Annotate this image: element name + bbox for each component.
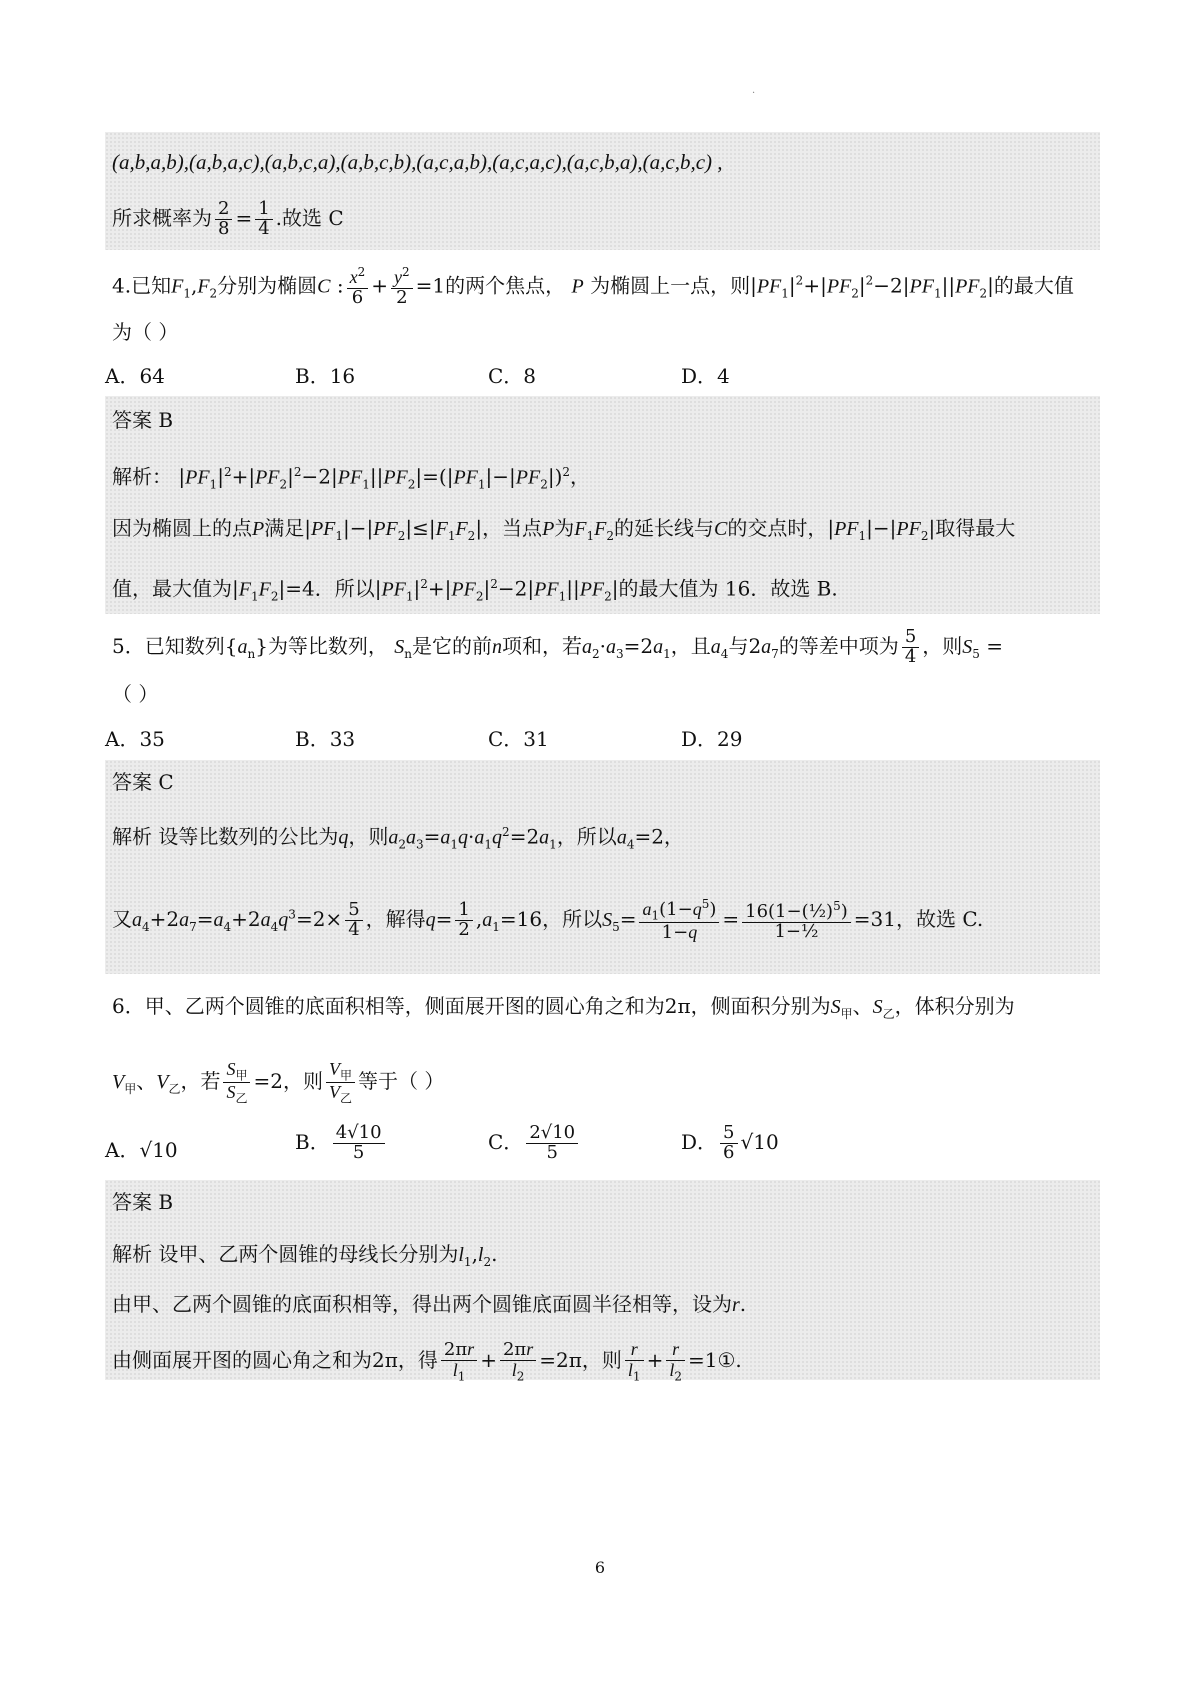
outcome-list: (a,b,a,b),(a,b,a,c),(a,b,c,a),(a,b,c,b),(a,c,a,b),(a,c,a,c),(a,c,b,a),(a,c,b,c) , bbox=[112, 150, 723, 174]
q4-analysis-2: 因为椭圆上的点P满足$|PF_1|-|PF_2|\le|F_1F_2|$，当点P为$F_1F_2$的延长线与C的交点时，$|PF_1|-|PF_2|$取得最大 bbox=[112, 516, 1016, 543]
probability-result: 所求概率为 $\frac{2}{8}$ = $\frac{1}{4}$ .故选 C bbox=[112, 198, 344, 239]
q6-answer: 答案 B bbox=[112, 1190, 174, 1214]
q6-option-d: D． $\frac{5}{6}$ √10 bbox=[681, 1122, 779, 1163]
q5-option-b: B．33 bbox=[295, 727, 356, 751]
q5-analysis-1: 解析 设等比数列的公比为q，则$a_2a_3=a_1q\cdot a_1q^2=2a_1$，所以$a_4=2$， bbox=[112, 824, 684, 852]
q4-analysis-1: 解析： $|PF_1|^2+|PF_2|^2-2|PF_1||PF_2|=(|PF_1|-|PF_2|)^2$， bbox=[112, 464, 591, 492]
q6-option-b: B． $\frac{4√10}{5}$ bbox=[295, 1124, 388, 1163]
q4-option-a: A．64 bbox=[105, 364, 165, 388]
question-5-stem-cont: （ ） bbox=[112, 682, 159, 706]
q4-answer: 答案 B bbox=[112, 408, 174, 432]
q5-analysis-2: 又$a_4+2a_7=a_4+2a_4q^3=2\times$ $\frac{5}{4}$ ，解得q= $\frac{1}{2}$ $,a_1=16$，所以$S_5=$ $\frac{a_1(1-q^5)}{1-q}$ = $\frac{16(1-(\frac{1}{2})^5)}{\text{1−½}}$ =31，故选 C. bbox=[112, 897, 984, 944]
q6-analysis-3: 由侧面展开图的圆心角之和为2π，得 $\frac{2\pi r}{l_1}$ + $\frac{2\pi r}{l_2}$ =2π，则 $\frac{r}{l_1}$ + $\frac{r}{l_2}$ =1①. bbox=[112, 1339, 742, 1384]
q5-answer: 答案 C bbox=[112, 770, 174, 794]
question-4-stem-cont: 为（ ） bbox=[112, 320, 179, 344]
q5-option-d: D．29 bbox=[681, 727, 743, 751]
question-5-stem: 5．已知数列$\{a_n\}$为等比数列， $S_n$是它的前n项和，若$a_2\cdot a_3=2a_1$，且$a_4$与$2a_7$的等差中项为 $\frac{5}{4}$ ，则$S_5$ = bbox=[112, 626, 1004, 667]
q6-analysis-2: 由甲、乙两个圆锥的底面积相等，得出两个圆锥底面圆半径相等，设为r. bbox=[112, 1292, 747, 1316]
question-6-stem-cont: $V_甲$、$V_乙$，若 $\frac{S_甲}{S_乙}$ =2，则 $\frac{V_甲}{V_乙}$ 等于（ ） bbox=[112, 1059, 445, 1106]
q4-option-b: B．16 bbox=[295, 364, 356, 388]
scan-dot: · bbox=[752, 88, 756, 99]
question-6-stem: 6．甲、乙两个圆锥的底面积相等，侧面展开图的圆心角之和为2π，侧面积分别为$S_甲$、$S_乙$，体积分别为 bbox=[112, 994, 1015, 1021]
q6-analysis-1: 解析 设甲、乙两个圆锥的母线长分别为$l_1,l_2$. bbox=[112, 1242, 498, 1269]
q4-option-d: D．4 bbox=[681, 364, 730, 388]
q5-option-c: C．31 bbox=[488, 727, 549, 751]
q4-option-c: C．8 bbox=[488, 364, 537, 388]
q6-option-c: C． $\frac{2√10}{5}$ bbox=[488, 1124, 581, 1163]
q4-analysis-3: 值，最大值为$|F_1F_2|=4$．所以$|PF_1|^2+|PF_2|^2-2|PF_1||PF_2|$的最大值为 16．故选 B. bbox=[112, 576, 838, 604]
page-number: 6 bbox=[594, 1558, 606, 1577]
question-4-stem: 4.已知$F_1,F_2$分别为椭圆C : $\frac{x^2}{6}$ + $\frac{y^2}{2}$ =1的两个焦点， P 为椭圆上一点，则$|PF_1|^2+|PF_2|^2-2|PF_1||PF_2|$的最大值 bbox=[112, 265, 1074, 308]
q5-option-a: A．35 bbox=[105, 727, 165, 751]
q6-option-a: A．√10 bbox=[105, 1138, 178, 1162]
